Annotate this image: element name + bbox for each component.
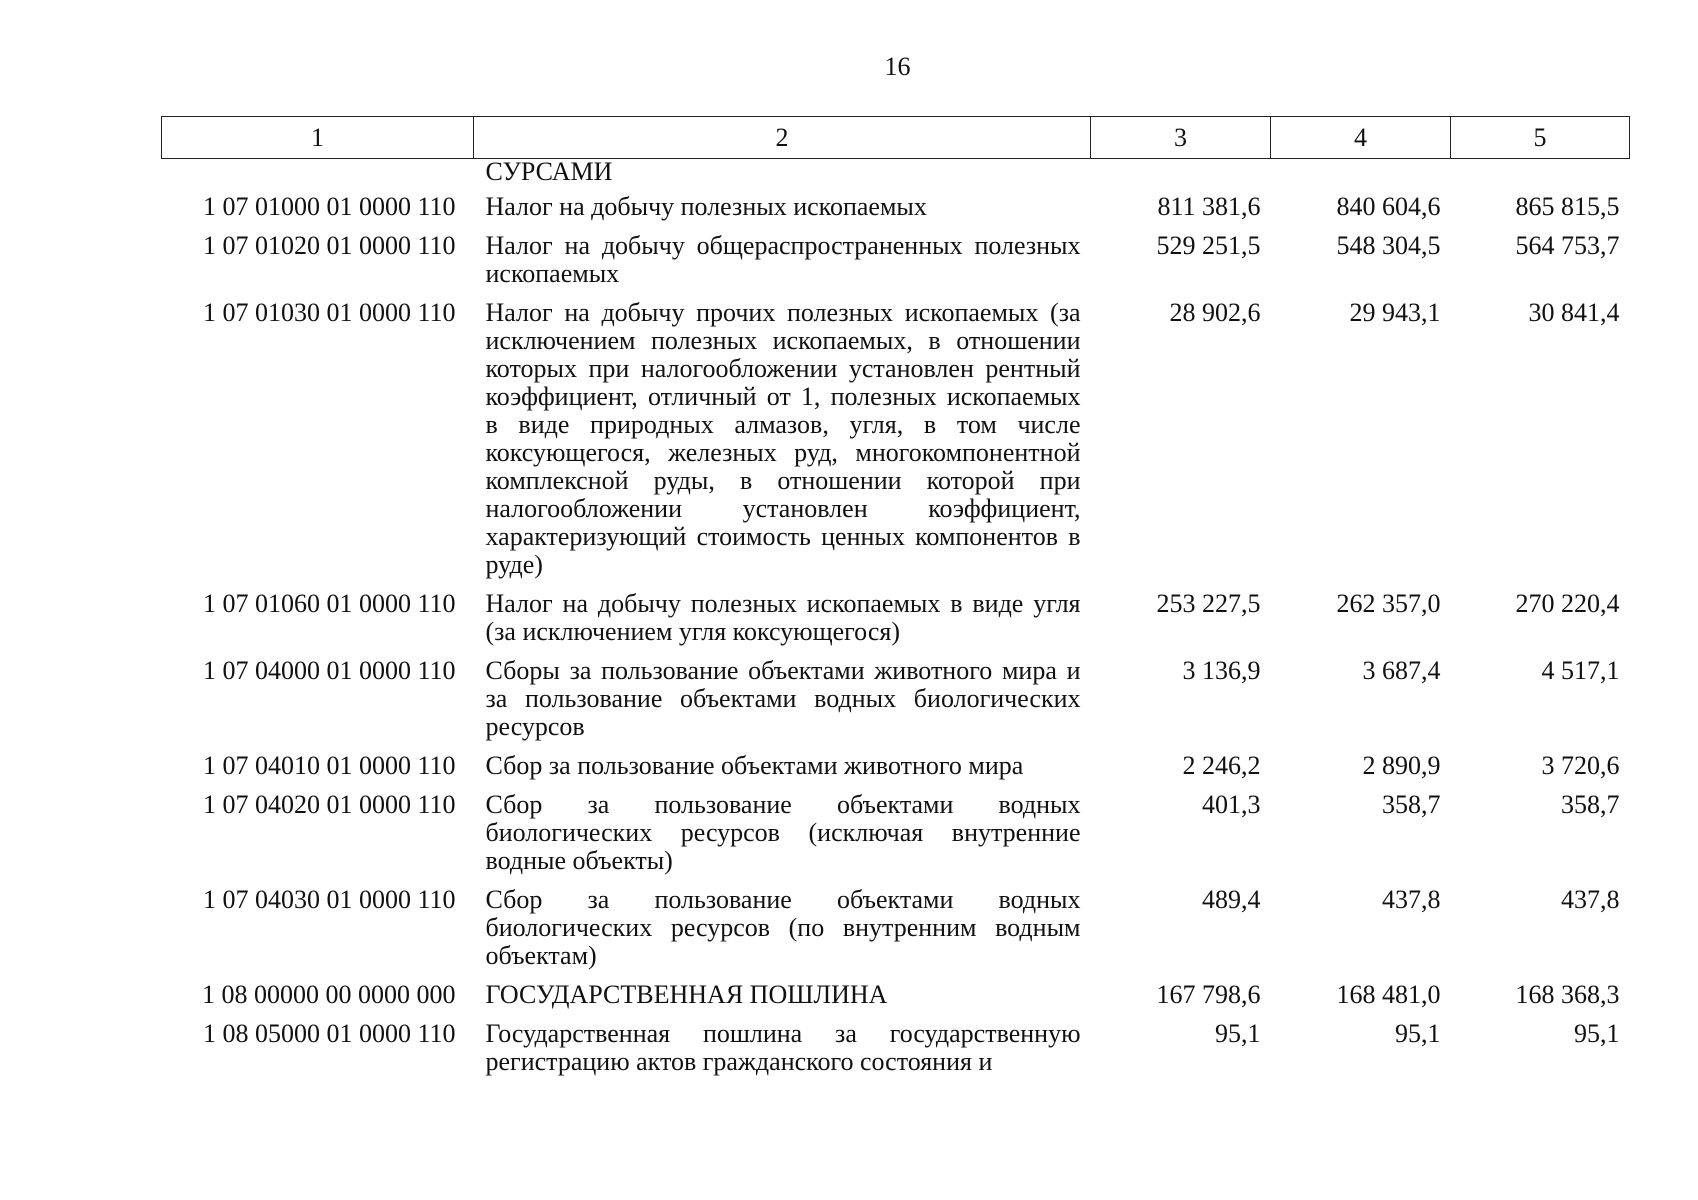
- revenue-name: Налог на добычу прочих полезных ископаемых (за исключением полезных ископаемых, в отношении которых при налогообложении установлен рентный коэффициент, отличный от 1, полезных ископаемых в виде природных алмазов, угля, в том числе коксующегося, железных руд, многокомпонентной комплексной руды, в отношении которой при налогообложении установлен коэффициент, характеризующий стоимость ценных компонентов в руде): [485, 298, 1081, 579]
- budget-code: 1 07 04010 01 0000 110: [202, 751, 456, 780]
- value-col-3: 811 381,6: [1157, 192, 1261, 221]
- column-header-3: 3: [1091, 117, 1271, 159]
- value-col-5: 3 720,6: [1541, 751, 1620, 780]
- value-col-5: 270 220,4: [1515, 589, 1620, 618]
- table-row: [162, 752, 1630, 791]
- value-col-5: 564 753,7: [1515, 231, 1620, 260]
- value-col-4: 29 943,1: [1349, 298, 1441, 327]
- value-col-4: 358,7: [1382, 790, 1441, 819]
- table-row: [162, 981, 1630, 1020]
- value-col-3: 401,3: [1202, 790, 1261, 819]
- value-col-5: 358,7: [1561, 790, 1620, 819]
- table-row: [162, 299, 1630, 590]
- table-row: [162, 886, 1630, 981]
- value-col-3: 489,4: [1202, 885, 1261, 914]
- budget-revenue-table: [161, 116, 1630, 1087]
- revenue-name: Сбор за пользование объектами водных биологических ресурсов (по внутренним водным объектам): [485, 885, 1081, 970]
- value-col-5: 865 815,5: [1515, 192, 1620, 221]
- budget-code: 1 07 01020 01 0000 110: [202, 231, 456, 260]
- value-col-3: 529 251,5: [1156, 231, 1261, 260]
- table-row: [162, 791, 1630, 886]
- column-header-2: 2: [474, 117, 1091, 159]
- value-col-3: 28 902,6: [1169, 298, 1261, 327]
- budget-code: 1 07 01000 01 0000 110: [202, 192, 456, 221]
- value-col-4: 168 481,0: [1336, 980, 1441, 1009]
- budget-code: 1 07 01060 01 0000 110: [202, 589, 456, 618]
- table-row: [162, 1020, 1630, 1087]
- budget-code: 1 08 00000 00 0000 000: [202, 980, 456, 1009]
- value-col-4: 548 304,5: [1336, 231, 1441, 260]
- table-row: [162, 193, 1630, 232]
- value-col-3: 3 136,9: [1182, 656, 1261, 685]
- table-row: [162, 232, 1630, 299]
- revenue-name: ГОСУДАРСТВЕННАЯ ПОШЛИНА: [485, 980, 888, 1009]
- column-header-4: 4: [1271, 117, 1451, 159]
- value-col-4: 95,1: [1395, 1019, 1441, 1048]
- column-header-5: 5: [1451, 117, 1630, 159]
- value-col-5: 437,8: [1561, 885, 1620, 914]
- revenue-name: Налог на добычу общераспространенных полезных ископаемых: [485, 231, 1081, 288]
- page-number: 16: [884, 52, 911, 81]
- value-col-3: 253 227,5: [1156, 589, 1261, 618]
- value-col-4: 2 890,9: [1362, 751, 1441, 780]
- continued-text: СУРСАМИ: [485, 157, 613, 186]
- budget-code: 1 07 04000 01 0000 110: [202, 656, 456, 685]
- column-number-header-row: [162, 117, 1630, 159]
- budget-code: 1 07 04030 01 0000 110: [202, 885, 456, 914]
- value-col-3: 167 798,6: [1156, 980, 1261, 1009]
- value-col-4: 840 604,6: [1336, 192, 1441, 221]
- budget-code: 1 07 01030 01 0000 110: [202, 298, 456, 327]
- revenue-name: Сбор за пользование объектами водных биологических ресурсов (исключая внутренние водные объекты): [485, 790, 1081, 875]
- table-row: [162, 590, 1630, 657]
- value-col-3: 2 246,2: [1182, 751, 1261, 780]
- value-col-5: 95,1: [1574, 1019, 1620, 1048]
- revenue-name: Сбор за пользование объектами животного мира: [485, 751, 1024, 780]
- value-col-5: 4 517,1: [1541, 656, 1620, 685]
- value-col-4: 262 357,0: [1336, 589, 1441, 618]
- revenue-name: Государственная пошлина за государственную регистрацию актов гражданского состояния и: [485, 1019, 1081, 1076]
- budget-code: 1 08 05000 01 0000 110: [202, 1019, 456, 1048]
- column-header-1: 1: [162, 117, 474, 159]
- value-col-5: 30 841,4: [1528, 298, 1620, 327]
- revenue-name: Налог на добычу полезных ископаемых в виде угля (за исключением угля коксующегося): [485, 589, 1081, 646]
- revenue-name: Сборы за пользование объектами животного мира и за пользование объектами водных биологических ресурсов: [485, 656, 1081, 741]
- value-col-4: 3 687,4: [1362, 656, 1441, 685]
- table-row: [162, 657, 1630, 752]
- value-col-3: 95,1: [1215, 1019, 1261, 1048]
- continuation-row: [162, 159, 1630, 194]
- revenue-name: Налог на добычу полезных ископаемых: [485, 192, 927, 221]
- value-col-5: 168 368,3: [1515, 980, 1620, 1009]
- value-col-4: 437,8: [1382, 885, 1441, 914]
- budget-code: 1 07 04020 01 0000 110: [202, 790, 456, 819]
